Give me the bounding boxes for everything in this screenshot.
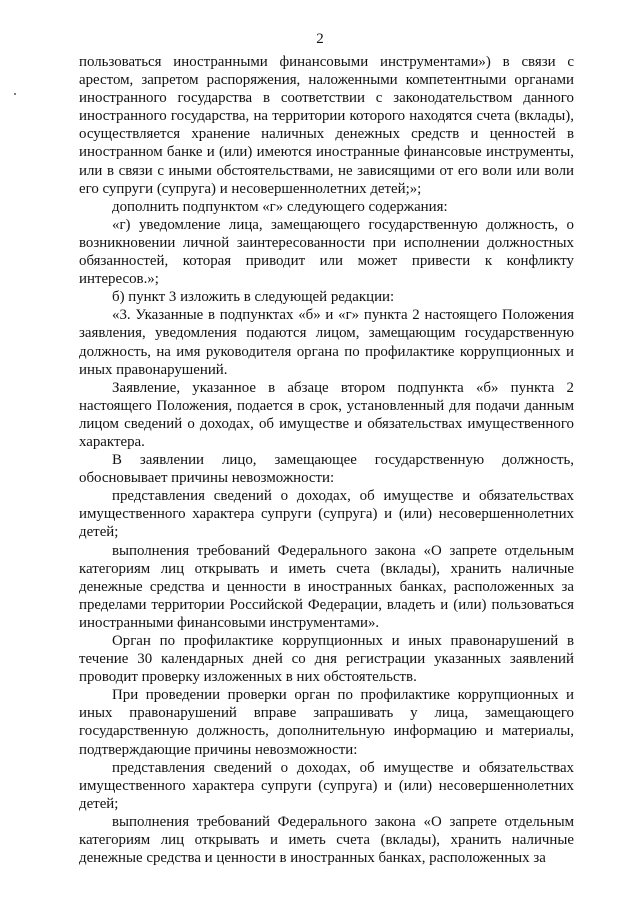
page-number: 2 [316, 31, 324, 47]
paragraph: выполнения требований Федерального закона «О запрете отдельным категориям лиц открывать и иметь счета (вклады), хранить наличные денежные средства и ценности в иностранных банках, расположенных за [79, 813, 574, 867]
paragraph: Орган по профилактике коррупционных и иных правонарушений в течение 30 календарных дней со дня регистрации указанных заявлений проводит проверку изложенных в них обстоятельств. [79, 633, 574, 686]
scan-speck [14, 93, 16, 95]
paragraph: представления сведений о доходах, об имуществе и обязательствах имущественного характера супруги (супруга) и (или) несовершеннолетних детей; [79, 759, 574, 812]
paragraph: Заявление, указанное в абзаце втором подпункта «б» пункта 2 настоящего Положения, подается в срок, установленный для подачи данным лицом сведений о доходах, об имуществе и обязательствах имущественного характера. [79, 379, 574, 450]
paragraph: «3. Указанные в подпунктах «б» и «г» пункта 2 настоящего Положения заявления, уведомления подаются лицом, замещающим государственную должность, на имя руководителя органа по профилактике коррупционных и иных правонарушений. [79, 307, 574, 378]
paragraph: выполнения требований Федерального закона «О запрете отдельным категориям лиц открывать и иметь счета (вклады), хранить наличные денежные средства и ценности в иностранных банках, расположенных за пределами территории Российской Федерации, владеть и (или) пользоваться иностранными финансовыми инструментами». [79, 542, 574, 631]
paragraph: При проведении проверки орган по профилактике коррупционных и иных правонарушений вправе запрашивать у лица, замещающего государственную должность, дополнительную информацию и материалы, подтверждающие причины невозможности: [79, 687, 574, 758]
paragraph-continuation: пользоваться иностранными финансовыми инструментами») в связи с арестом, запретом распоряжения, наложенными компетентными органами иностранного государства в соответствии с законодательством данного иностранного государства, на территории которого находятся счета (вклады), осуществляется хранение наличных денежных средств и ценностей в иностранном банке и (или) имеются иностранные финансовые инструменты, или в связи с иными обстоятельствами, не зависящими от его воли или воли его супруги (супруга) и несовершеннолетних детей;»; [79, 54, 574, 197]
paragraph: дополнить подпунктом «г» следующего содержания: [112, 198, 448, 215]
paragraph: представления сведений о доходах, об имуществе и обязательствах имущественного характера супруги (супруга) и (или) несовершеннолетних детей; [79, 488, 574, 541]
paragraph: б) пункт 3 изложить в следующей редакции: [112, 289, 395, 306]
document-body [79, 53, 574, 867]
paragraph: В заявлении лицо, замещающее государственную должность, обосновывает причины невозможности: [79, 452, 574, 487]
paragraph: «г) уведомление лица, замещающего государственную должность, о возникновении личной заинтересованности при исполнении должностных обязанностей, которая приводит или может привести к конфликту интересов.»; [79, 216, 574, 288]
